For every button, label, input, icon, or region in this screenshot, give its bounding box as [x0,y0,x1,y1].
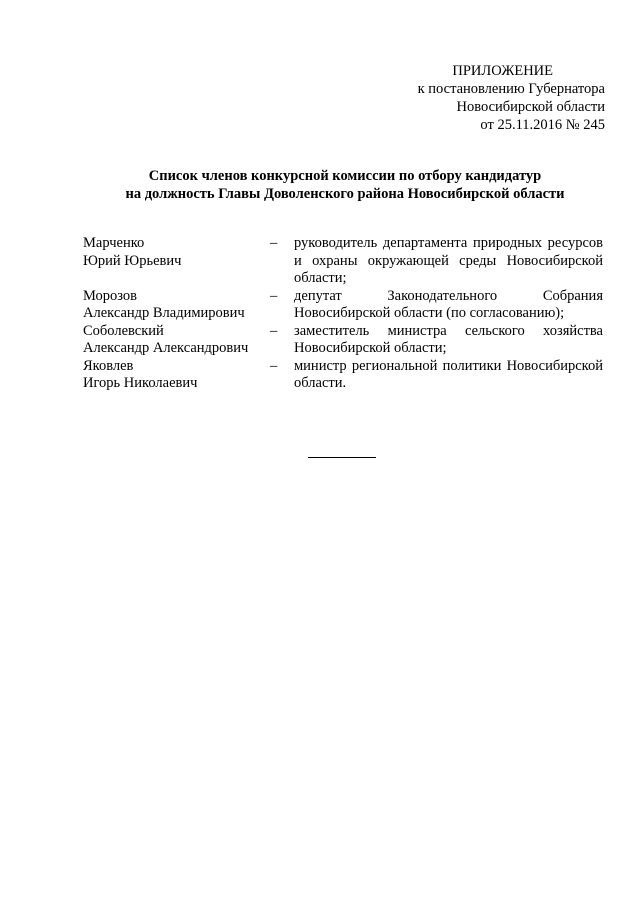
dash-separator: – [270,357,278,374]
member-surname: Соболевский [83,322,164,339]
member-name [83,323,263,358]
appendix-resolution: к постановлению Губернатора [417,81,605,97]
member-name [83,235,263,270]
member-role: министр региональной политики Новосибирской области. [294,357,603,391]
appendix-date-number: от 25.11.2016 № 245 [480,117,605,133]
title-line-1: Список членов конкурсной комиссии по отбору кандидатур [148,168,542,184]
member-given-name: Александр Владимирович [83,305,245,321]
title-line-2: на должность Главы Доволенского района Новосибирской области [125,186,565,202]
member-role: руководитель департамента природных ресурсов и охраны окружающей среды Новосибирской области; [294,235,603,286]
member-given-name: Юрий Юрьевич [83,252,182,269]
member-role: заместитель министра сельского хозяйства Новосибирской области; [294,322,603,356]
member-item [83,288,603,323]
member-list [83,235,603,393]
appendix-header [370,62,605,134]
member-surname: Яковлев [83,357,134,374]
member-given-name: Александр Александрович [83,340,249,356]
dash-separator: – [270,287,278,304]
member-surname: Марченко [83,235,145,251]
member-name [83,358,263,393]
dash-separator: – [270,322,278,339]
member-name [83,288,263,323]
member-given-name: Игорь Николаевич [83,375,198,391]
appendix-label: ПРИЛОЖЕНИЕ [452,63,553,79]
appendix-region: Новосибирской области [456,99,605,115]
member-item [83,323,603,358]
member-surname: Морозов [83,287,138,304]
dash-separator: – [270,235,278,251]
member-item [83,358,603,393]
document-title [60,167,630,203]
member-role: депутат Законодательного Собрания Новосибирской области (по согласованию); [294,287,603,321]
closing-line-divider [308,457,376,458]
member-item [83,235,603,288]
